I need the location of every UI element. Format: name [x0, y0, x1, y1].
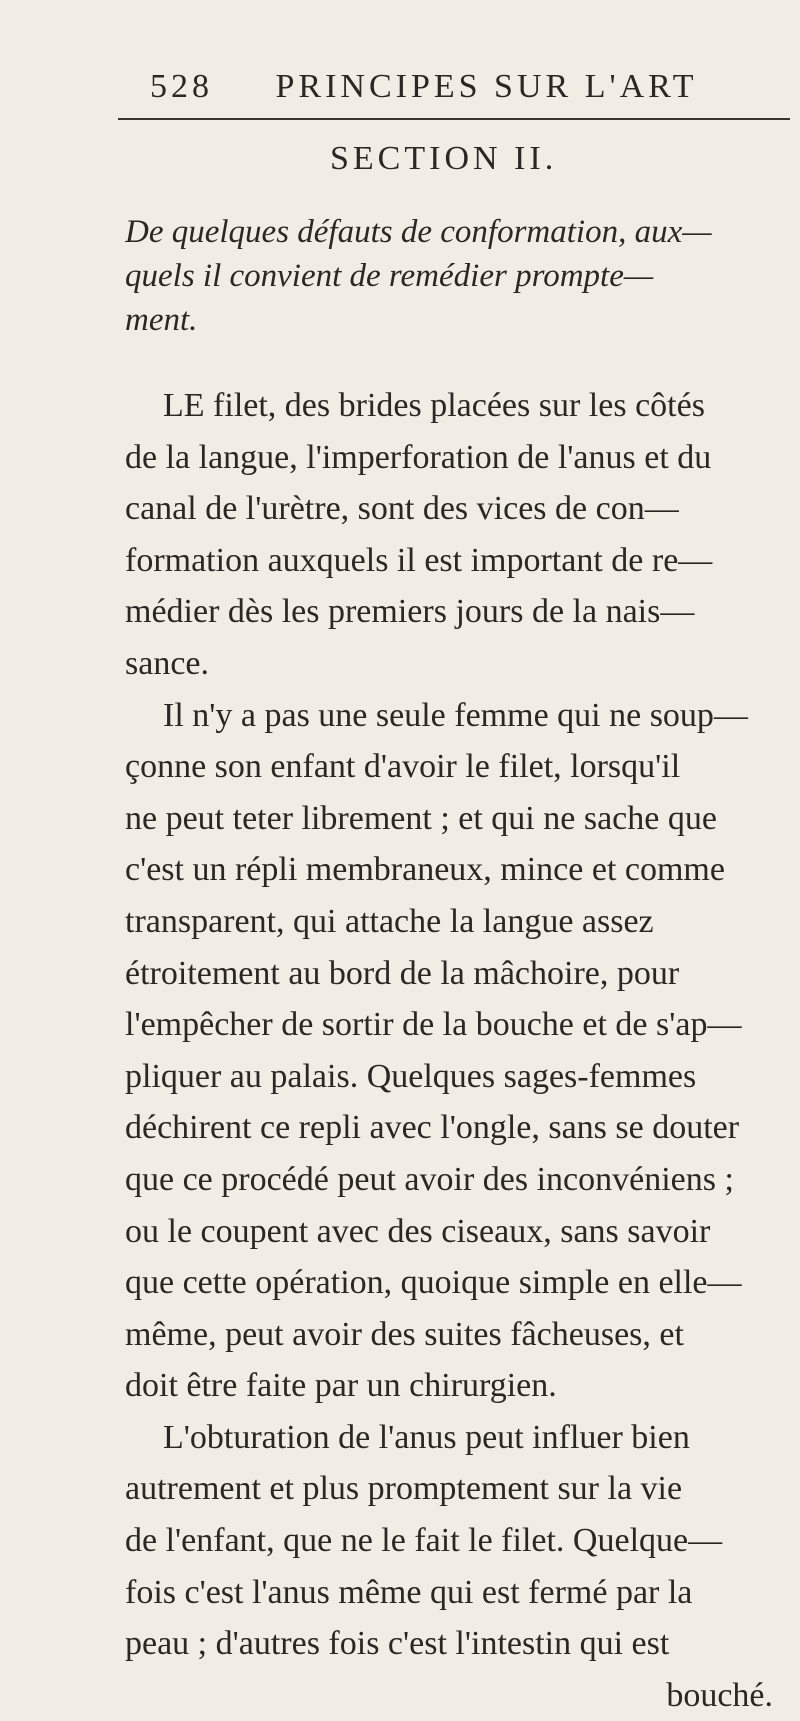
- paragraph-3-line: de l'enfant, que ne le fait le filet. Quelque—: [125, 1522, 723, 1560]
- paragraph-2-line: l'empêcher de sortir de la bouche et de s'ap—: [125, 1006, 742, 1044]
- paragraph-2-line: que cette opération, quoique simple en elle—: [125, 1264, 742, 1302]
- paragraph-2-line: çonne son enfant d'avoir le filet, lorsqu'il: [125, 748, 681, 786]
- paragraph-2-line: ne peut teter librement ; et qui ne sache que: [125, 799, 717, 837]
- section-subtitle: [125, 210, 793, 342]
- paragraph-3-line: peau ; d'autres fois c'est l'intestin qui est: [125, 1625, 670, 1663]
- header-rule: [118, 118, 790, 120]
- paragraph-2-line: même, peut avoir des suites fâcheuses, et: [125, 1315, 684, 1353]
- paragraph-2-line: transparent, qui attache la langue assez: [125, 902, 654, 940]
- page-number: 528: [150, 68, 213, 105]
- paragraph-1-line: médier dès les premiers jours de la nais—: [125, 593, 695, 631]
- paragraph-1-line: canal de l'urètre, sont des vices de con—: [125, 490, 679, 528]
- running-header: [150, 68, 698, 106]
- paragraph-1-line: de la langue, l'imperforation de l'anus et du: [125, 438, 712, 476]
- paragraph-2-line: déchirent ce repli avec l'ongle, sans se douter: [125, 1109, 740, 1147]
- paragraph-3-line: L'obturation de l'anus peut influer bien: [163, 1418, 690, 1456]
- paragraph-2-line: étroitement au bord de la mâchoire, pour: [125, 954, 680, 992]
- paragraph-2-line: Il n'y a pas une seule femme qui ne soup—: [163, 696, 748, 734]
- paragraph-3-line: autrement et plus promptement sur la vie: [125, 1470, 683, 1508]
- body-text: [125, 380, 793, 1721]
- subtitle-line: ment.: [125, 302, 198, 338]
- paragraph-3-line: bouché.: [666, 1676, 773, 1714]
- paragraph-2-line: que ce procédé peut avoir des inconvéniens ;: [125, 1160, 734, 1198]
- paragraph-1-line: sance.: [125, 644, 210, 682]
- subtitle-line: quels il convient de remédier prompte—: [125, 258, 654, 294]
- paragraph-3-line: fois c'est l'anus même qui est fermé par la: [125, 1573, 693, 1611]
- paragraph-2-line: pliquer au palais. Quelques sages-femmes: [125, 1057, 697, 1095]
- paragraph-2-line: ou le coupent avec des ciseaux, sans savoir: [125, 1212, 711, 1250]
- running-title: PRINCIPES SUR L'ART: [275, 68, 698, 105]
- subtitle-line: De quelques défauts de conformation, aux—: [125, 214, 712, 250]
- drop-word: LE: [163, 387, 205, 424]
- paragraph-1-line: LE filet, des brides placées sur les côtés: [163, 387, 705, 424]
- paragraph-2-line: c'est un répli membraneux, mince et comme: [125, 851, 725, 889]
- section-title: SECTION II.: [330, 140, 558, 177]
- paragraph-2-line: doit être faite par un chirurgien.: [125, 1367, 557, 1405]
- paragraph-1-line: formation auxquels il est important de re—: [125, 541, 713, 579]
